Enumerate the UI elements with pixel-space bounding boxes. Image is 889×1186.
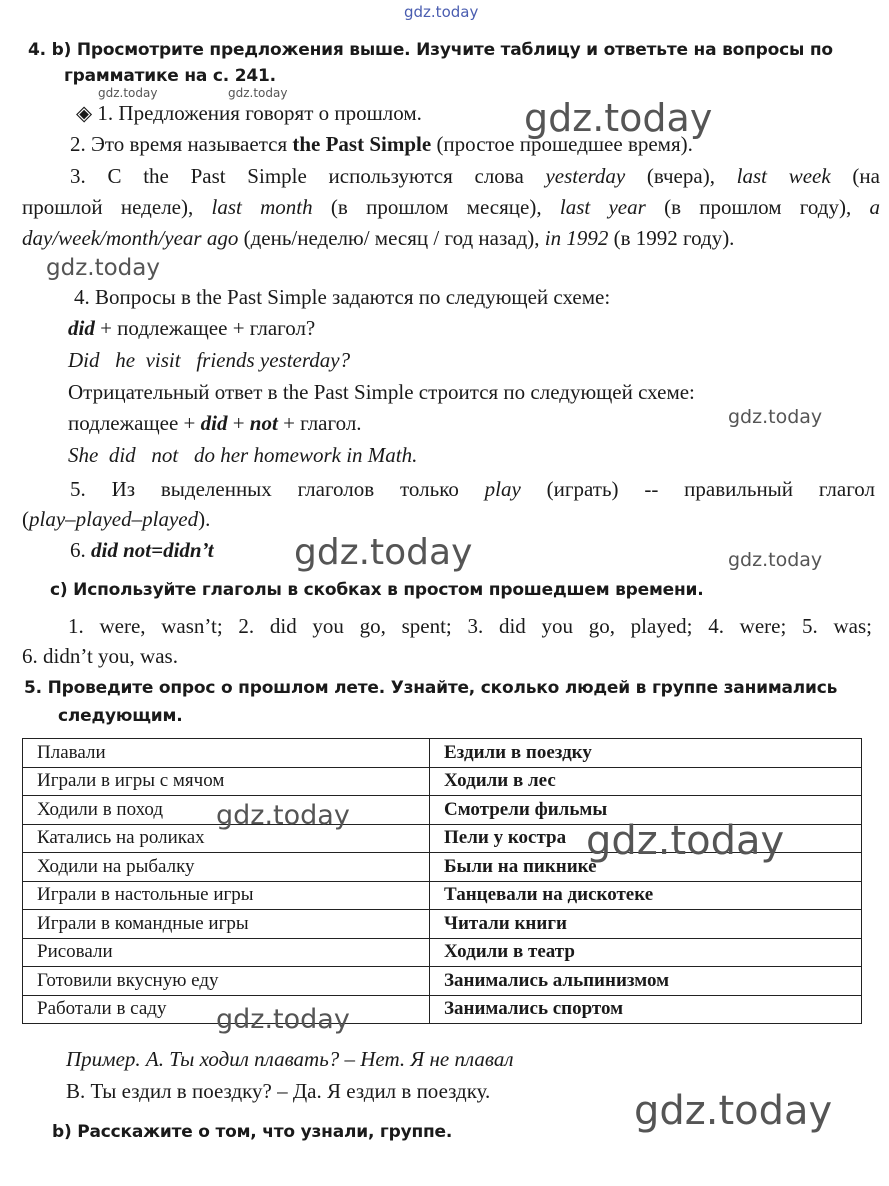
example-line-a: Пример. А. Ты ходил плавать? – Нет. Я не плавал (66, 1047, 514, 1071)
table-cell: Играли в игры с мячом (23, 767, 430, 796)
negative-example: She did not do her homework in Math. (68, 443, 418, 467)
table-cell: Были на пикнике (430, 853, 862, 882)
table-row (23, 739, 862, 768)
question-example: Did he visit friends yesterday? (68, 348, 351, 372)
task5-header-line2: следующим. (58, 706, 183, 726)
table-cell: Ездили в поездку (430, 739, 862, 768)
table-row (23, 881, 862, 910)
answer-item-1-text: 1. Предложения говорят о прошлом. (97, 101, 422, 125)
answer-item-2: 2. Это время называется the Past Simple (простое прошедшее время). (70, 132, 693, 156)
table-cell: Занимались альпинизмом (430, 967, 862, 996)
answer-item-5-line2: (play–played–played). (22, 507, 211, 531)
negative-answer-rule: Отрицательный ответ в the Past Simple строится по следующей схеме: (68, 380, 695, 404)
table-cell: Читали книги (430, 910, 862, 939)
table-cell: Смотрели фильмы (430, 796, 862, 825)
task5b-header: b) Расскажите о том, что узнали, группе. (52, 1122, 453, 1142)
table-row (23, 967, 862, 996)
task5-header-line1: 5. Проведите опрос о прошлом лете. Узнайте, сколько людей в группе занимались (24, 678, 838, 698)
table-cell: Ходили на рыбалку (23, 853, 430, 882)
watermark-small-2: gdz.today (228, 86, 288, 100)
answer-item-1 (76, 101, 422, 126)
task4b-header-line1: 4. b) Просмотрите предложения выше. Изучите таблицу и ответьте на вопросы по (28, 40, 833, 60)
task4c-answer-line1: 1. were, wasn’t; 2. did you go, spent; 3. did you go, played; 4. were; 5. was; (68, 614, 872, 638)
table-row (23, 938, 862, 967)
table-cell: Готовили вкусную еду (23, 967, 430, 996)
watermark-top: gdz.today (404, 3, 479, 21)
table-cell: Плавали (23, 739, 430, 768)
example-line-b: В. Ты ездил в поездку? – Да. Я ездил в поездку. (66, 1079, 491, 1103)
task4c-answer-line2: 6. didn’t you, was. (22, 644, 178, 668)
table-row (23, 910, 862, 939)
table-cell: Работали в саду (23, 995, 430, 1024)
watermark-medium-3: gdz.today (728, 549, 823, 571)
answer-item-3-line2: прошлой неделе), last month (в прошлом месяце), last year (в прошлом году), a (22, 195, 881, 219)
table-row (23, 995, 862, 1024)
table-cell: Рисовали (23, 938, 430, 967)
question-scheme: did + подлежащее + глагол? (68, 316, 316, 340)
table-cell: Играли в командные игры (23, 910, 430, 939)
table-row (23, 767, 862, 796)
answer-item-6: 6. did not=didn’t (70, 538, 214, 562)
watermark-table-1: gdz.today (216, 800, 350, 831)
table-cell: Ходили в лес (430, 767, 862, 796)
table-cell: Ходили в театр (430, 938, 862, 967)
table-cell: Занимались спортом (430, 995, 862, 1024)
watermark-large-2: gdz.today (294, 532, 473, 573)
table-cell: Пели у костра (430, 824, 862, 853)
watermark-table-2: gdz.today (586, 818, 785, 864)
watermark-table-3: gdz.today (216, 1004, 350, 1035)
table-cell: Катались на роликах (23, 824, 430, 853)
activities-table (22, 738, 862, 1024)
table-cell: Играли в настольные игры (23, 881, 430, 910)
negative-scheme: подлежащее + did + not + глагол. (68, 411, 362, 435)
table-cell: Ходили в поход (23, 796, 430, 825)
watermark-large-1: gdz.today (524, 96, 713, 140)
task4b-header-line2: грамматике на с. 241. (64, 66, 276, 86)
table-cell: Танцевали на дискотеке (430, 881, 862, 910)
answer-item-3-line1: 3. С the Past Simple используются слова yesterday (вчера), last week (на (70, 164, 880, 188)
watermark-small-1: gdz.today (98, 86, 158, 100)
task4c-header: с) Используйте глаголы в скобках в простом прошедшем времени. (50, 580, 704, 600)
answer-item-4: 4. Вопросы в the Past Simple задаются по следующей схеме: (74, 285, 611, 309)
watermark-large-3: gdz.today (634, 1088, 833, 1134)
diamond-icon: ◈ (76, 101, 93, 125)
answer-item-3-line3: day/week/month/year ago (день/неделю/ месяц / год назад), in 1992 (в 1992 году). (22, 226, 735, 250)
answer-item-5-line1: 5. Из выделенных глаголов только play (играть) -- правильный глагол (70, 477, 876, 501)
watermark-medium-2: gdz.today (728, 406, 823, 428)
watermark-medium-1: gdz.today (46, 255, 160, 281)
